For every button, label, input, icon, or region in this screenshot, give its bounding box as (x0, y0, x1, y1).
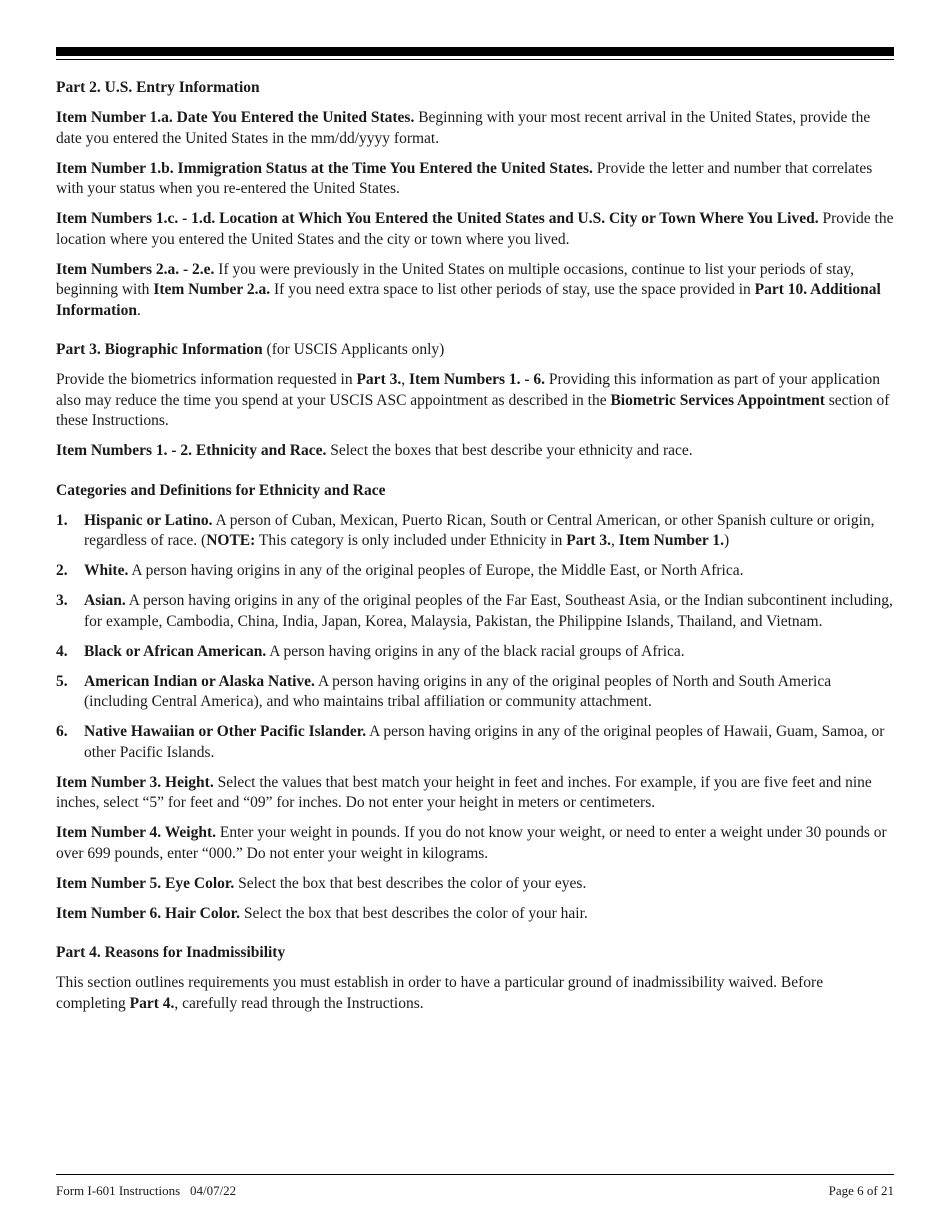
item-1c-1d-paragraph (56, 209, 894, 250)
item-text: . (136, 301, 141, 319)
list-item (56, 561, 894, 582)
list-item (56, 672, 894, 713)
list-number: 6. (56, 723, 68, 740)
item-label: Item Number 6. Hair Color. (56, 904, 240, 922)
footer-rule (56, 1174, 894, 1175)
list-item (56, 591, 894, 632)
form-edition: Form I-601 Instructions 04/07/22 (56, 1183, 237, 1198)
ethnicity-race-paragraph (56, 441, 894, 462)
item-4-weight-paragraph (56, 823, 894, 864)
list-number: 2. (56, 562, 68, 579)
part2-heading: Part 2. U.S. Entry Information (56, 79, 260, 96)
item-label: Item Numbers 1. - 2. Ethnicity and Race. (56, 442, 327, 459)
page (56, 0, 894, 1230)
category-term: American Indian or Alaska Native. (84, 672, 315, 690)
item-text: Provide the letter and number that correlates with your status when you re-entered the United States. (56, 159, 873, 197)
category-definition: A person having origins in any of the original peoples of North and South America (including Central America), and who maintains tribal affiliation or community attachment. (84, 672, 832, 710)
item-label: Item Number 1.b. Immigration Status at the Time You Entered the United States. (56, 159, 593, 177)
part3-heading-bold: Part 3. Biographic Information (56, 341, 263, 358)
intro-text: Providing this information as part of your application also may reduce the time you spend at your USCIS ASC appointment as described in the (56, 371, 880, 409)
part4-paragraph (56, 973, 894, 1014)
item-text: Select the box that best describes the color of your eyes. (234, 874, 587, 892)
item-1a-paragraph (56, 108, 894, 149)
category-definition: A person of Cuban, Mexican, Puerto Rican, South or Central American, or other Spanish culture or origin, regardless of race. ( (84, 511, 875, 549)
category-definition: A person having origins in any of the original peoples of the Far East, Southeast Asia, or the Indian subcontinent including, for example, Cambodia, China, India, Japan, Korea, Malaysia, Pakistan, the Philippine Islands, Thailand, and Vietnam. (84, 592, 893, 630)
note-reference: Part 3. (566, 532, 612, 549)
item-3-height-paragraph (56, 773, 894, 814)
category-definition: A person having origins in any of the black racial groups of Africa. (266, 642, 685, 660)
note-text: ) (723, 532, 730, 549)
item-text: Enter your weight in pounds. If you do not know your weight, or need to enter a weight under 30 pounds or over 699 pounds, enter “000.” Do not enter your weight in kilograms. (56, 824, 887, 862)
list-number: 5. (56, 672, 68, 690)
intro-text: section of these Instructions. (56, 391, 890, 429)
document-body (56, 78, 894, 1024)
note-reference: Item Number 1. (618, 532, 724, 549)
list-item (56, 511, 894, 552)
part4-reference: Part 4. (129, 994, 175, 1012)
part4-heading: Part 4. Reasons for Inadmissibility (56, 944, 286, 961)
page-number: Page 6 of 21 (828, 1183, 894, 1198)
header-thin-rule (56, 59, 894, 60)
category-definition: A person having origins in any of the original peoples of Hawaii, Guam, Samoa, or other Pacific Islands. (84, 723, 885, 761)
item-label: Item Number 5. Eye Color. (56, 874, 235, 892)
intro-reference: Biometric Services Appointment (610, 391, 825, 409)
item-label: Item Number 1.a. Date You Entered the United States. (56, 109, 415, 126)
item-label: Item Numbers 2.a. - 2.e. (56, 260, 215, 278)
category-term: Asian. (84, 592, 126, 609)
item-1b-paragraph (56, 159, 894, 200)
note-text: , (611, 532, 619, 549)
category-term: Black or African American. (84, 642, 267, 660)
item-text: If you were previously in the United States on multiple occasions, continue to list your periods of stay, beginning with (56, 260, 854, 298)
note-label: NOTE: (206, 532, 256, 549)
list-number: 4. (56, 642, 68, 660)
item-text: Provide the location where you entered the United States and the city or town where you lived. (56, 210, 894, 248)
item-text: Select the box that best describes the color of your hair. (239, 904, 588, 922)
part3-intro-paragraph (56, 370, 894, 432)
part4-text: , carefully read through the Instructions. (174, 994, 424, 1012)
header-thick-rule (56, 47, 894, 56)
item-label: Item Number 4. Weight. (56, 824, 217, 841)
item-2a-2e-paragraph (56, 260, 894, 322)
page-footer (56, 1183, 894, 1199)
intro-reference: Part 3. (356, 371, 402, 388)
item-reference: Part 10. Additional Information (56, 281, 881, 319)
intro-text: , (401, 371, 409, 388)
part3-heading (56, 340, 894, 361)
part3-heading-note: (for USCIS Applicants only) (262, 341, 445, 358)
list-item (56, 722, 894, 763)
category-term: Hispanic or Latino. (84, 511, 213, 529)
intro-text: Provide the biometrics information requested in (56, 371, 357, 388)
item-5-eye-color-paragraph (56, 874, 894, 895)
item-text: Beginning with your most recent arrival in the United States, provide the date you entered the United States in the mm/dd/yyyy format. (56, 109, 871, 147)
categories-list (56, 511, 894, 764)
intro-reference: Item Numbers 1. - 6. (408, 371, 546, 388)
list-number: 1. (56, 511, 68, 529)
category-term: White. (84, 562, 129, 579)
categories-heading: Categories and Definitions for Ethnicity and Race (56, 481, 386, 499)
item-text: Select the boxes that best describe your ethnicity and race. (326, 442, 693, 459)
category-definition: A person having origins in any of the original peoples of Europe, the Middle East, or North Africa. (128, 562, 744, 579)
item-reference: Item Number 2.a. (153, 281, 271, 298)
list-number: 3. (56, 592, 68, 609)
item-label: Item Number 3. Height. (56, 773, 214, 791)
item-label: Item Numbers 1.c. - 1.d. Location at Which You Entered the United States and U.S. City or Town Where You Lived. (56, 210, 819, 227)
item-text: If you need extra space to list other periods of stay, use the space provided in (270, 281, 755, 298)
list-item (56, 642, 894, 663)
category-term: Native Hawaiian or Other Pacific Islander. (84, 723, 367, 740)
part4-text: This section outlines requirements you must establish in order to have a particular ground of inadmissibility waived. Before completing (56, 974, 824, 1012)
item-6-hair-color-paragraph (56, 904, 894, 925)
item-text: Select the values that best match your height in feet and inches. For example, if you are five feet and nine inches, select “5” for feet and “09” for inches. Do not enter your height in meters or centimeters. (56, 773, 872, 811)
note-text: This category is only included under Ethnicity in (255, 532, 567, 549)
